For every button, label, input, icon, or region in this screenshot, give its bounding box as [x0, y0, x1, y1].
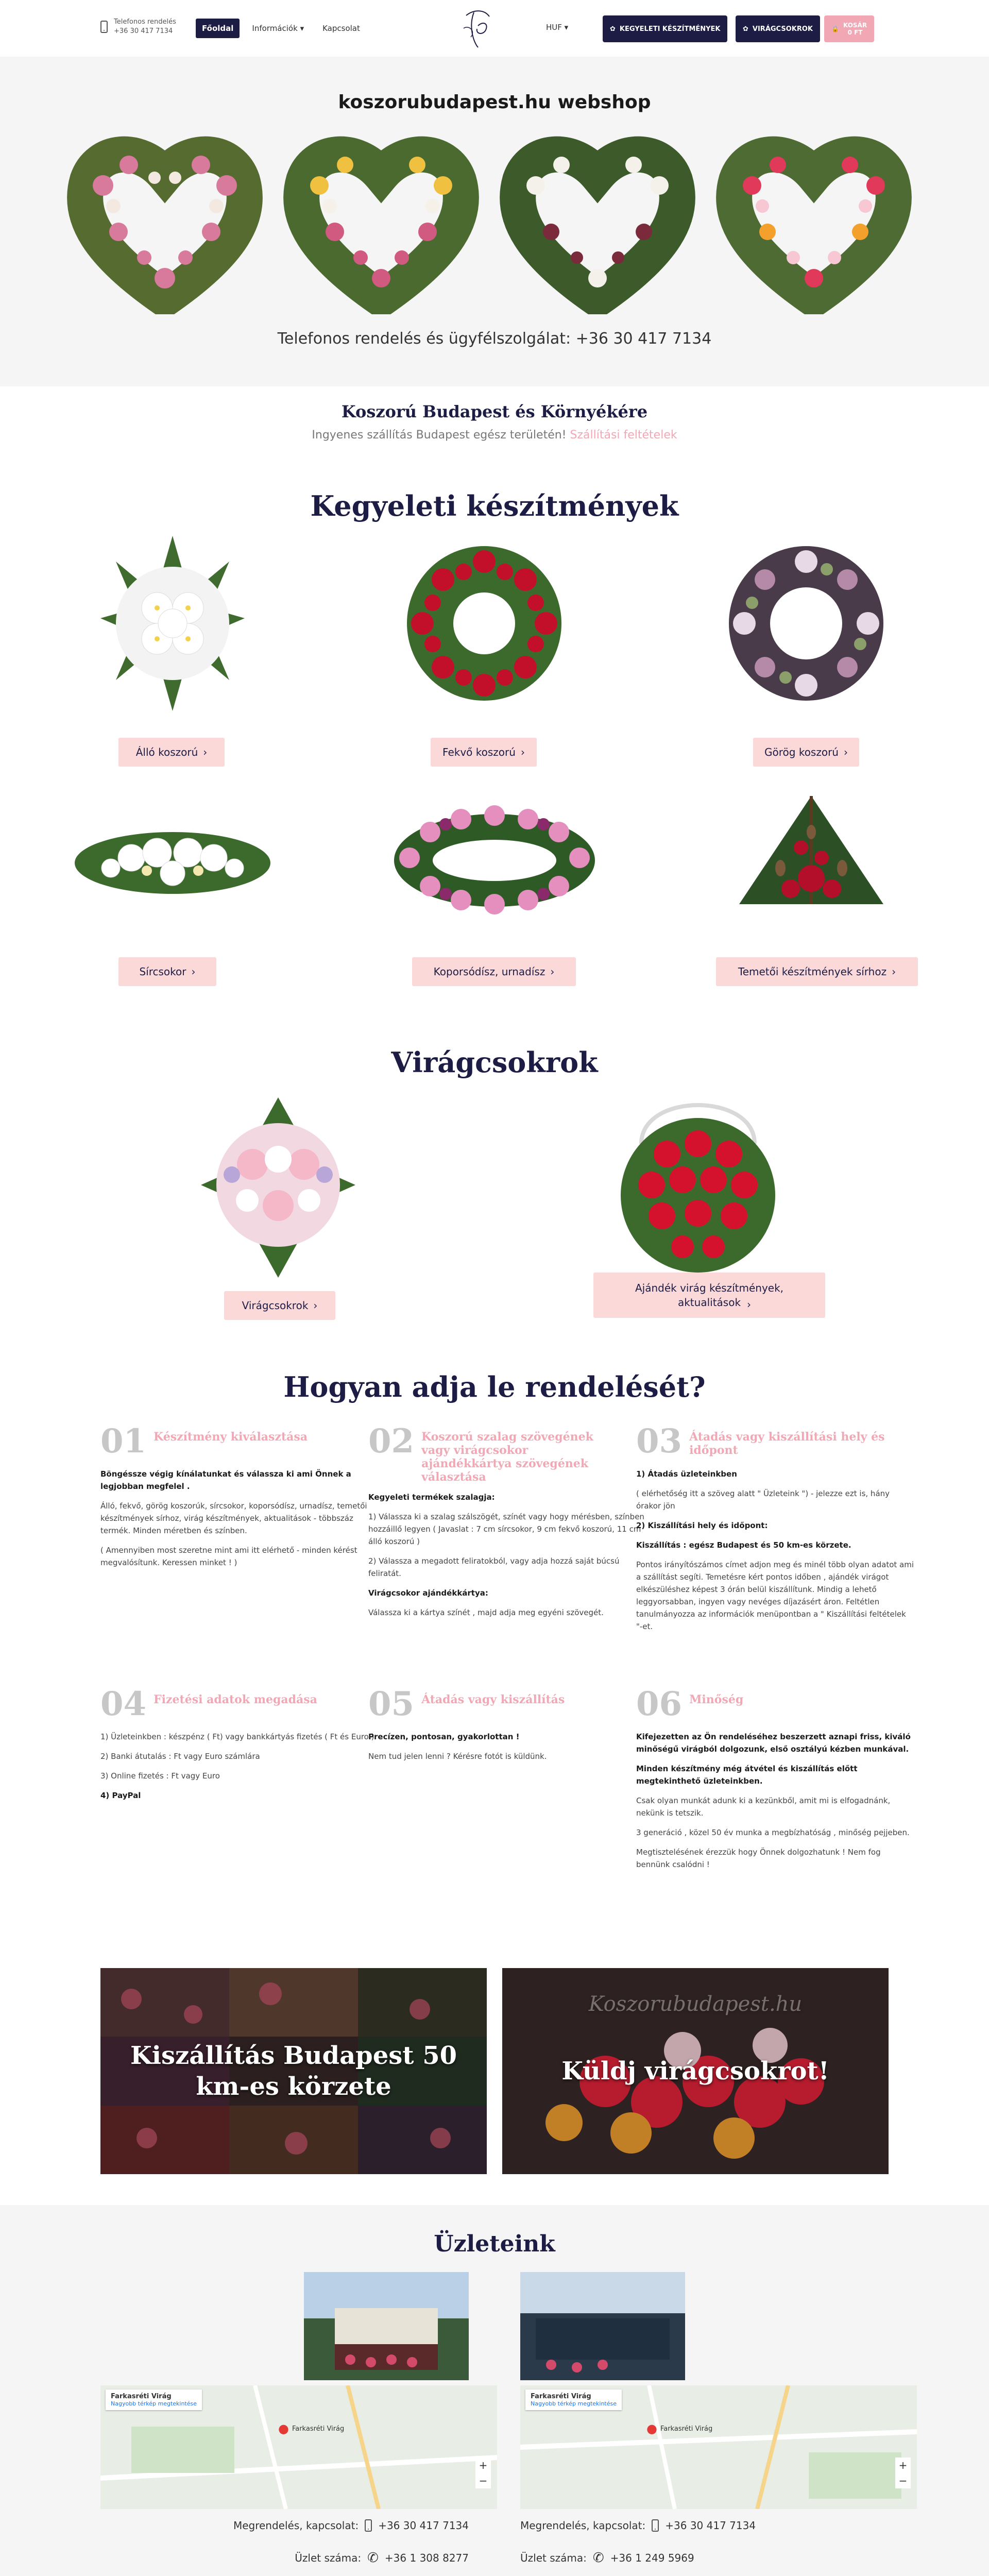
chevron-right-icon: ›: [520, 746, 525, 758]
step-text: 2) Banki átutalás : Ft vagy Euro számlára: [100, 1752, 260, 1761]
cart-button[interactable]: [824, 15, 874, 42]
special-products-label: KEGYELETI KÉSZÍTMÉNYEK: [619, 25, 721, 33]
category-label: Koporsódísz, urnadísz: [433, 965, 545, 978]
step-text: Válassza ki a kártya színét , majd adja meg egyéni szövegét.: [368, 1608, 604, 1617]
step-text: 3) Online fizetés : Ft vagy Euro: [100, 1771, 220, 1781]
flower-icon: ✿: [610, 25, 616, 33]
lying-wreath-image[interactable]: [391, 531, 577, 716]
standing-wreath-image[interactable]: [80, 531, 265, 716]
left-order-row: [100, 2519, 469, 2532]
bouquets-title: Virágcsokrok: [391, 1046, 598, 1079]
nav-contact[interactable]: Kapcsolat: [322, 24, 360, 33]
order-title: Hogyan adja le rendelését?: [283, 1370, 706, 1403]
step-text: Kiszállítás : egész Budapest és 50 km-es körzete.: [636, 1540, 851, 1550]
map-zoom-controls[interactable]: + −: [475, 2458, 491, 2488]
category-button-greek-wreath[interactable]: [753, 738, 859, 767]
chevron-right-icon: ›: [313, 1299, 318, 1312]
step-title: Készítmény kiválasztása: [154, 1430, 308, 1444]
banner-watermark: Koszorubudapest.hu: [588, 1992, 803, 2016]
step-text: 2) Válassza a megadott feliratokból, vagy adja hozzá saját búcsú feliratát.: [368, 1556, 620, 1578]
chevron-right-icon: ›: [892, 965, 896, 978]
flower-icon: ✿: [743, 25, 748, 33]
category-label: Álló koszorú: [135, 746, 198, 758]
intro-title: Koszorú Budapest és Környékére: [341, 402, 648, 421]
step-text: Pontos irányítószámos címet adjon meg és minél több olyan adatot ami a szállítást segíti. Temetésre kért pontos időben , ajándék virágot elkészüléshez képest 3 órán belül kiszállítunk. Mindig a lehető leggyorsabban, ingyen vagy nevéges díjazásért áron. Feltétlen tanulmányozza az információk menüpontban a " Kiszállítási feltételek "-et.: [636, 1560, 914, 1631]
map-pin-icon: ●: [278, 2421, 289, 2436]
hero-title: koszorubudapest.hu webshop: [338, 92, 651, 113]
category-label: Ajándék virág készítmények, aktualitások: [635, 1282, 784, 1309]
category-button-gifts[interactable]: [593, 1273, 825, 1318]
step-title: Fizetési adatok megadása: [154, 1693, 317, 1706]
map-left[interactable]: [100, 2385, 497, 2509]
step-text: Csak olyan munkát adunk ki a kezünkből, amit mi is elfogadnánk, nekünk is tetszik.: [636, 1796, 891, 1818]
step-text: Minden készítmény még átvétel és kiszállítás előtt megtekinthető üzleteinkben.: [636, 1764, 858, 1786]
step-body: [368, 1731, 646, 1762]
step-text: Nem tud jelen lenni ? Kérésre fotót is küldünk.: [368, 1752, 547, 1761]
shops-section: [0, 2205, 989, 2576]
chevron-down-icon: ▾: [300, 24, 304, 33]
order-phone[interactable]: +36 30 417 7134: [665, 2519, 756, 2532]
step-text: ( Amennyiben most szeretne mint ami itt elérhető - minden kérést megvalósítunk. Keressen minket ! ): [100, 1546, 357, 1567]
step-text: Kegyeleti termékek szalagja:: [368, 1493, 495, 1502]
order-phone[interactable]: +36 30 417 7134: [378, 2519, 469, 2532]
shop-photo-left[interactable]: [304, 2272, 469, 2380]
step-text: Megtisztelésének érezzük hogy Önnek dolgozhatunk ! Nem fog bennünk csalódni !: [636, 1848, 881, 1869]
cart-total: 0 FT: [847, 29, 863, 36]
order-step-4: [100, 1685, 379, 1809]
map-larger-link[interactable]: Nagyobb térkép megtekintése: [111, 2400, 197, 2407]
left-shop-phone-row: [100, 2550, 469, 2566]
greek-wreath-image[interactable]: [713, 531, 899, 716]
category-label: Temetői készítmények sírhoz: [738, 965, 887, 978]
grave-bouquet-image[interactable]: [70, 786, 276, 935]
map-right[interactable]: [520, 2385, 917, 2509]
order-step-6: [636, 1685, 914, 1878]
step-text: 2) Kiszállítási hely és időpont:: [636, 1521, 768, 1530]
phone-icon: [365, 2519, 372, 2532]
delivery-banner[interactable]: [100, 1968, 487, 2174]
step-text: 1) Átadás üzleteinkben: [636, 1469, 737, 1479]
chevron-right-icon: ›: [550, 965, 555, 978]
category-button-lying-wreath[interactable]: [431, 738, 537, 767]
hero: [0, 57, 989, 386]
shop-phone[interactable]: +36 1 249 5969: [610, 2552, 694, 2564]
category-label: Sírcsokor: [139, 965, 186, 978]
map-label: Farkasréti Virág: [531, 2393, 591, 2400]
chevron-right-icon: ›: [203, 746, 208, 758]
category-label: Görög koszorú: [764, 746, 839, 758]
step-text: 1) Válassza ki a szalag szálszögét, színét vagy hogy mérésben, színben hozzáillő legyen ( Javaslat : 7 cm sírcsokor, 9 cm fekvő koszorú, 11 cm álló koszorú ): [368, 1512, 644, 1546]
step-text: Virágcsokor ajándékkártya:: [368, 1588, 488, 1598]
main-nav: [196, 19, 366, 38]
telephone-icon: ✆: [367, 2550, 379, 2566]
header-phone-label: Telefonos rendelés: [114, 18, 176, 26]
step-number: 03: [636, 1422, 683, 1461]
bouquets-button[interactable]: [736, 15, 820, 42]
intro-shipping-text: Ingyenes szállítás Budapest egész területén!: [312, 429, 567, 442]
category-label: Virágcsokrok: [242, 1299, 309, 1312]
step-number: 01: [100, 1422, 147, 1461]
category-label: Fekvő koszorú: [442, 746, 516, 758]
heart-wreath-image[interactable]: [716, 129, 912, 314]
category-button-grave-bouquet[interactable]: [118, 957, 216, 986]
step-text: Kifejezetten az Ön rendeléséhez beszerzett aznapi friss, kiváló minőségű virágból dolgozunk, első osztályú kézben munkával.: [636, 1732, 911, 1754]
step-title: Átadás vagy kiszállítás: [421, 1693, 565, 1706]
phone-icon: [652, 2519, 659, 2532]
delivery-banner-text: Kiszállítás Budapest 50 km-es körzete: [130, 2041, 457, 2101]
step-title: Minőség: [689, 1693, 744, 1706]
step-text: 1) Üzleteinkben : készpénz ( Ft) vagy bankkártyás fizetés ( Ft és Euro ): [100, 1732, 374, 1741]
currency-selector[interactable]: [546, 23, 568, 32]
header-phone-number: +36 30 417 7134: [114, 27, 173, 35]
nav-info-label: Információk: [252, 24, 298, 33]
step-text: 4) PayPal: [100, 1791, 141, 1800]
step-number: 06: [636, 1685, 683, 1723]
order-step-2: [368, 1422, 646, 1626]
special-products-button[interactable]: [603, 15, 727, 42]
logo[interactable]: [453, 5, 500, 52]
bouquet-image[interactable]: [185, 1082, 371, 1288]
map-larger-link[interactable]: Nagyobb térkép megtekintése: [531, 2400, 617, 2407]
step-text: Álló, fekvő, görög koszorúk, sírcsokor, koporsódísz, urnadísz, temetői készítmények sírhoz, virág készítmények, aktualitások - többszáz termék. Minden méretben és színben.: [100, 1501, 367, 1535]
step-body: [636, 1468, 914, 1633]
step-body: [368, 1491, 646, 1619]
chevron-right-icon: ›: [191, 965, 196, 978]
step-body: [100, 1468, 379, 1569]
step-title: Átadás vagy kiszállítási hely és időpont: [689, 1430, 885, 1457]
step-text: ( elérhetőség itt a szöveg alatt " Üzleteink ") - jelezze ezt is, hány órakor jön: [636, 1489, 890, 1511]
step-text: Precízen, pontosan, gyakorlottan !: [368, 1732, 520, 1741]
step-number: 05: [368, 1685, 415, 1723]
nav-info[interactable]: [246, 19, 310, 38]
send-bouquet-banner-text: Küldj virágcsokrot!: [561, 2057, 829, 2086]
shop-phone[interactable]: +36 1 308 8277: [384, 2552, 469, 2564]
currency-label: HUF: [546, 23, 562, 32]
grave-arrangement-image[interactable]: [708, 786, 914, 935]
header-phone[interactable]: [100, 18, 176, 36]
step-number: 02: [368, 1422, 415, 1461]
heart-wreath-image[interactable]: [500, 129, 695, 314]
nav-home[interactable]: Főoldal: [196, 19, 240, 38]
order-label: Megrendelés, kapcsolat:: [520, 2519, 646, 2532]
chevron-right-icon: ›: [747, 1298, 751, 1311]
phone-icon: [100, 21, 108, 33]
heart-wreath-image[interactable]: [67, 129, 263, 314]
site-header: [0, 0, 989, 57]
right-shop-phone-row: [520, 2550, 889, 2566]
map-label: Farkasréti Virág: [111, 2393, 172, 2400]
order-label: Megrendelés, kapcsolat:: [233, 2519, 359, 2532]
right-order-row: [520, 2519, 889, 2532]
category-button-coffin-decoration[interactable]: [412, 957, 576, 986]
step-body: [636, 1731, 914, 1871]
shop-phone-label: Üzlet száma:: [520, 2552, 587, 2564]
map-marker[interactable]: [278, 2421, 344, 2436]
shop-photo-right[interactable]: [520, 2272, 685, 2380]
step-text: Böngéssze végig kínálatunkat és válassza ki ami Önnek a legjobban megfelel .: [100, 1469, 351, 1491]
category-button-grave-arrangement[interactable]: [716, 957, 918, 986]
cart-text: [843, 22, 867, 36]
hero-phone[interactable]: Telefonos rendelés és ügyfélszolgálat: +36 30 417 7134: [277, 330, 712, 348]
shops-title: Üzleteink: [434, 2231, 555, 2257]
map-pin-icon: ●: [646, 2421, 657, 2436]
map-zoom-controls[interactable]: + −: [895, 2458, 911, 2488]
step-title: Koszorú szalag szövegének vagy virágcsokor ajándékkártya szövegének választása: [421, 1430, 593, 1484]
step-text: 3 generáció , közel 50 év munka a megbízhatóság , minőség pejjeben.: [636, 1828, 910, 1837]
intro-shipping: [0, 429, 989, 442]
category-button-standing-wreath[interactable]: [118, 738, 225, 767]
map-pin-label: Farkasréti Virág: [292, 2425, 345, 2433]
order-step-5: [368, 1685, 646, 1770]
order-step-3: [636, 1422, 914, 1640]
map-info-box: [525, 2389, 622, 2410]
special-title: Kegyeleti készítmények: [310, 489, 679, 522]
gift-arrangement-image[interactable]: [605, 1082, 791, 1278]
cart-label: KOSÁR: [843, 22, 867, 29]
lock-icon: 🔒: [831, 25, 839, 32]
map-pin-label: Farkasréti Virág: [660, 2425, 713, 2433]
heart-wreath-image[interactable]: [283, 129, 479, 314]
category-button-bouquets[interactable]: [224, 1291, 335, 1320]
bouquets-label: VIRÁGCSOKROK: [752, 25, 813, 33]
chevron-right-icon: ›: [843, 746, 848, 758]
order-step-1: [100, 1422, 379, 1576]
send-bouquet-banner[interactable]: [502, 1968, 889, 2174]
step-number: 04: [100, 1685, 147, 1723]
map-marker[interactable]: [646, 2421, 712, 2436]
telephone-icon: ✆: [592, 2550, 604, 2566]
step-body: [100, 1731, 379, 1802]
shop-phone-label: Üzlet száma:: [295, 2552, 362, 2564]
shipping-terms-link[interactable]: Szállítási feltételek: [570, 429, 677, 442]
chevron-down-icon: ▾: [564, 23, 569, 32]
coffin-decoration-image[interactable]: [389, 786, 600, 935]
map-info-box: [106, 2389, 202, 2410]
